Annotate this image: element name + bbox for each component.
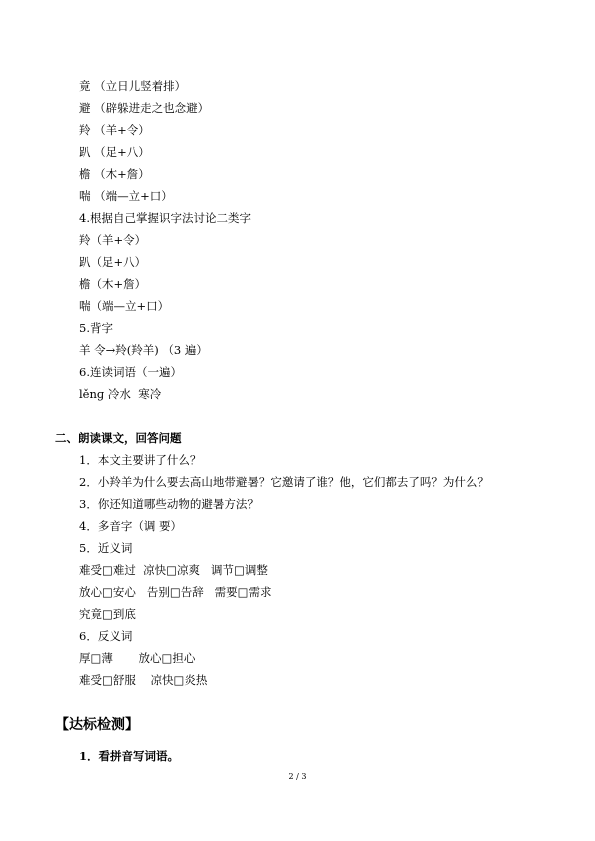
synonyms-row-1: 难受□难过 凉快□凉爽 调节□调整 bbox=[79, 563, 268, 577]
section3-heading: 【达标检测】 bbox=[55, 717, 139, 733]
part1-line-11: 喘（端—立+口） bbox=[79, 299, 170, 313]
question-5: 5．近义词 bbox=[79, 541, 133, 555]
question-3: 3．你还知道哪些动物的避暑方法？ bbox=[79, 497, 259, 511]
part1-line-10: 檐（木+詹） bbox=[79, 277, 147, 291]
part1-line-2: 避 （辟躲进走之也念避） bbox=[79, 101, 210, 115]
part1-line-12: 5.背字 bbox=[79, 321, 113, 335]
part1-line-14: 6.连读词语（一遍） bbox=[79, 365, 182, 379]
question-1: 1．本文主要讲了什么？ bbox=[79, 453, 202, 467]
part1-line-4: 趴 （足+八） bbox=[79, 145, 150, 159]
part1-line-15: lěnɡ 冷水 寒冷 bbox=[79, 387, 162, 401]
part1-line-3: 羚 （羊+令） bbox=[79, 123, 150, 137]
part1-line-9: 趴（足+八） bbox=[79, 255, 147, 269]
part1-line-7: 4.根据自己掌握识字法讨论二类字 bbox=[79, 211, 251, 225]
part1-line-5: 檐 （木+詹） bbox=[79, 167, 150, 181]
part1-line-8: 羚（羊+令） bbox=[79, 233, 147, 247]
antonyms-row-2: 难受□舒服 凉快□炎热 bbox=[79, 673, 208, 687]
synonyms-row-2: 放心□安心 告别□告辞 需要□需求 bbox=[79, 585, 272, 599]
synonyms-row-3: 究竟□到底 bbox=[79, 607, 136, 621]
part1-line-1: 竟 （立日儿竖着排） bbox=[79, 79, 187, 93]
section2-heading: 二、朗读课文，回答问题 bbox=[55, 431, 182, 445]
question-2: 2．小羚羊为什么要去高山地带避暑？它邀请了谁？他，它们都去了吗？为什么？ bbox=[79, 475, 489, 489]
test-item-1: 1．看拼音写词语。 bbox=[79, 749, 180, 763]
part1-line-6: 喘 （端—立+口） bbox=[79, 189, 173, 203]
question-4: 4．多音字（调 要） bbox=[79, 519, 182, 533]
antonyms-row-1: 厚□薄 放心□担心 bbox=[79, 651, 196, 665]
question-6: 6．反义词 bbox=[79, 629, 133, 643]
part1-line-13: 羊 令→羚(羚羊) （3 遍） bbox=[79, 343, 208, 357]
page-number: 2 / 3 bbox=[288, 772, 307, 781]
